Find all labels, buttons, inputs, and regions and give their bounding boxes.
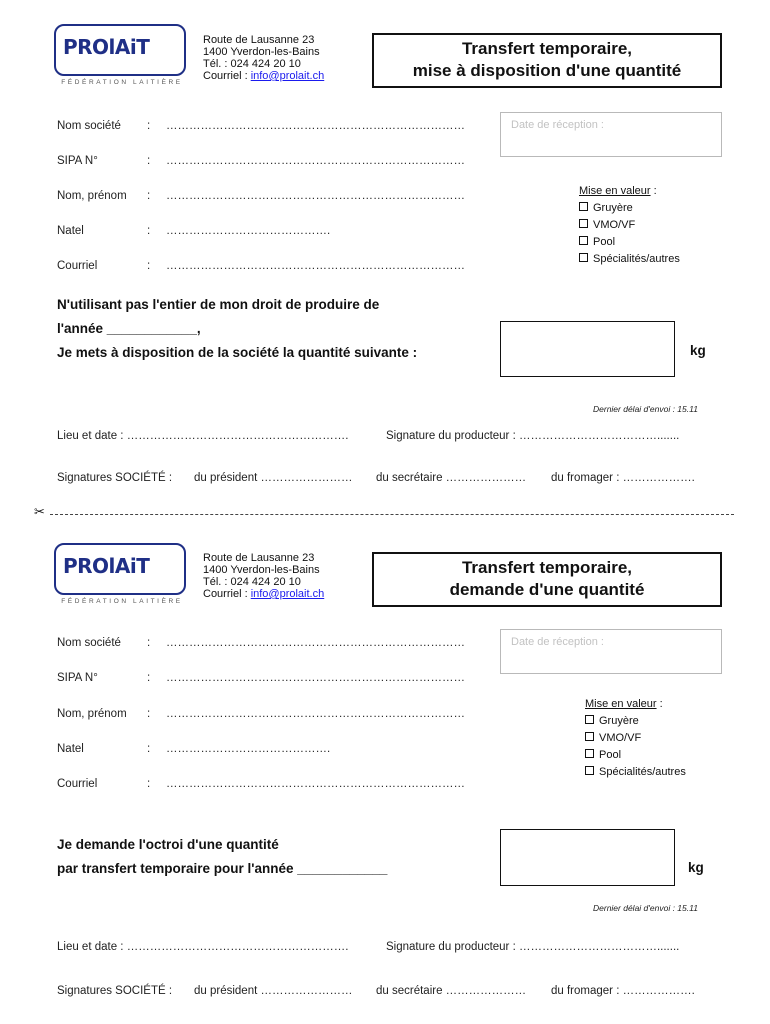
mise-en-valeur-heading bbox=[585, 696, 686, 713]
email-label: Courriel : bbox=[203, 588, 251, 600]
signatures-societe-label: Signatures SOCIÉTÉ : bbox=[57, 985, 173, 997]
lieu-date-field[interactable]: Lieu et date : …………………………………………………. bbox=[57, 430, 349, 442]
form-title-line1: Transfert temporaire, bbox=[461, 558, 633, 577]
mise-en-valeur-colon: : bbox=[650, 185, 657, 197]
nom-prenom-field[interactable]: …………………………………………………………………… bbox=[166, 190, 465, 202]
mise-en-valeur-heading bbox=[579, 183, 680, 200]
address-email-row bbox=[203, 70, 324, 82]
address-email-row bbox=[203, 588, 324, 600]
colon: : bbox=[147, 672, 151, 684]
cut-line bbox=[50, 514, 734, 515]
option-gruyere[interactable] bbox=[585, 713, 686, 730]
nom-societe-label: Nom société bbox=[57, 120, 121, 132]
courriel-label: Courriel bbox=[57, 778, 98, 790]
nom-societe-label: Nom société bbox=[57, 637, 121, 649]
quantity-input[interactable] bbox=[500, 829, 675, 886]
colon: : bbox=[147, 190, 151, 202]
nom-societe-field[interactable]: …………………………………………………………………… bbox=[166, 120, 465, 132]
secretaire-field[interactable]: du secrétaire ………………… bbox=[376, 472, 527, 484]
option-gruyere[interactable] bbox=[579, 200, 680, 217]
mise-en-valeur bbox=[579, 183, 680, 268]
colon: : bbox=[147, 708, 151, 720]
natel-label: Natel bbox=[57, 743, 84, 755]
email-link[interactable]: info@prolait.ch bbox=[250, 588, 325, 600]
fromager-field[interactable]: du fromager : ………………. bbox=[551, 472, 695, 484]
deadline-note: Dernier délai d'envoi : 15.11 bbox=[593, 404, 698, 414]
sipa-label: SIPA N° bbox=[57, 155, 98, 167]
intro-line3: Je mets à disposition de la société la quantité suivante : bbox=[57, 345, 418, 360]
date-reception-label: Date de réception : bbox=[511, 636, 604, 648]
option-specialites[interactable] bbox=[579, 251, 680, 268]
option-vmo-vf[interactable] bbox=[579, 217, 680, 234]
address-phone: Tél. : 024 424 20 10 bbox=[203, 58, 301, 70]
signature-producteur-field[interactable]: Signature du producteur : ………………………………....... bbox=[386, 941, 680, 953]
option-vmo-vf[interactable] bbox=[585, 730, 686, 747]
option-label: Pool bbox=[593, 236, 616, 248]
form-title bbox=[372, 552, 722, 607]
intro-text bbox=[57, 293, 417, 365]
intro-line2: par transfert temporaire pour l'année ____________ bbox=[57, 861, 388, 876]
form-title bbox=[372, 33, 722, 88]
date-reception-box[interactable] bbox=[500, 112, 722, 157]
secretaire-field[interactable]: du secrétaire ………………… bbox=[376, 985, 527, 997]
mise-en-valeur-colon: : bbox=[656, 698, 663, 710]
form-title-line2: demande d'une quantité bbox=[449, 580, 645, 599]
option-label: VMO/VF bbox=[593, 219, 636, 231]
quantity-input[interactable] bbox=[500, 321, 675, 377]
president-field[interactable]: du président …………………… bbox=[194, 985, 353, 997]
option-specialites[interactable] bbox=[585, 764, 686, 781]
fromager-field[interactable]: du fromager : ………………. bbox=[551, 985, 695, 997]
natel-field[interactable]: ……………………………………. bbox=[166, 225, 331, 237]
checkbox-icon[interactable] bbox=[579, 253, 588, 262]
address-block bbox=[203, 552, 324, 600]
mise-en-valeur-label: Mise en valeur bbox=[585, 698, 657, 710]
address-city: 1400 Yverdon-les-Bains bbox=[203, 564, 320, 576]
sipa-field[interactable]: …………………………………………………………………… bbox=[166, 672, 465, 684]
sipa-label: SIPA N° bbox=[57, 672, 98, 684]
colon: : bbox=[147, 778, 151, 790]
option-label: Gruyère bbox=[599, 715, 639, 727]
option-pool[interactable] bbox=[579, 234, 680, 251]
option-label: Spécialités/autres bbox=[593, 253, 680, 265]
checkbox-icon[interactable] bbox=[585, 766, 594, 775]
option-pool[interactable] bbox=[585, 747, 686, 764]
sipa-field[interactable]: …………………………………………………………………… bbox=[166, 155, 465, 167]
colon: : bbox=[147, 120, 151, 132]
signature-producteur-field[interactable]: Signature du producteur : ………………………………....... bbox=[386, 430, 680, 442]
intro-line2: l'année ____________, bbox=[57, 321, 201, 336]
date-reception-label: Date de réception : bbox=[511, 119, 604, 131]
address-street: Route de Lausanne 23 bbox=[203, 34, 315, 46]
logo-text: PROlAiT bbox=[63, 554, 150, 578]
lieu-date-field[interactable]: Lieu et date : …………………………………………………. bbox=[57, 941, 349, 953]
scissors-icon: ✂ bbox=[34, 505, 45, 520]
nom-prenom-label: Nom, prénom bbox=[57, 708, 127, 720]
option-label: VMO/VF bbox=[599, 732, 642, 744]
address-block bbox=[203, 34, 324, 82]
natel-label: Natel bbox=[57, 225, 84, 237]
intro-line1: N'utilisant pas l'entier de mon droit de produire de bbox=[57, 297, 380, 312]
mise-en-valeur-label: Mise en valeur bbox=[579, 185, 651, 197]
colon: : bbox=[147, 260, 151, 272]
address-street: Route de Lausanne 23 bbox=[203, 552, 315, 564]
checkbox-icon[interactable] bbox=[579, 219, 588, 228]
prolait-logo bbox=[54, 24, 186, 86]
nom-prenom-field[interactable]: …………………………………………………………………… bbox=[166, 708, 465, 720]
logo-subtitle: FÉDÉRATION LAITIÈRE bbox=[61, 598, 183, 605]
address-city: 1400 Yverdon-les-Bains bbox=[203, 46, 320, 58]
nom-prenom-label: Nom, prénom bbox=[57, 190, 127, 202]
checkbox-icon[interactable] bbox=[579, 236, 588, 245]
intro-text bbox=[57, 833, 387, 881]
checkbox-icon[interactable] bbox=[585, 715, 594, 724]
logo-text: PROlAiT bbox=[63, 35, 150, 59]
signatures-societe-label: Signatures SOCIÉTÉ : bbox=[57, 472, 173, 484]
logo-subtitle: FÉDÉRATION LAITIÈRE bbox=[61, 79, 183, 86]
colon: : bbox=[147, 155, 151, 167]
mise-en-valeur bbox=[585, 696, 686, 781]
courriel-field[interactable]: …………………………………………………………………… bbox=[166, 260, 465, 272]
deadline-note: Dernier délai d'envoi : 15.11 bbox=[593, 903, 698, 913]
form-title-line1: Transfert temporaire, bbox=[461, 39, 633, 58]
checkbox-icon[interactable] bbox=[579, 202, 588, 211]
colon: : bbox=[147, 743, 151, 755]
intro-line1: Je demande l'octroi d'une quantité bbox=[57, 837, 279, 852]
email-link[interactable]: info@prolait.ch bbox=[250, 70, 325, 82]
president-field[interactable]: du président …………………… bbox=[194, 472, 353, 484]
option-label: Gruyère bbox=[593, 202, 633, 214]
checkbox-icon[interactable] bbox=[585, 732, 594, 741]
courriel-label: Courriel bbox=[57, 260, 98, 272]
date-reception-box[interactable] bbox=[500, 629, 722, 674]
courriel-field[interactable]: …………………………………………………………………… bbox=[166, 778, 465, 790]
colon: : bbox=[147, 637, 151, 649]
natel-field[interactable]: ……………………………………. bbox=[166, 743, 331, 755]
colon: : bbox=[147, 225, 151, 237]
option-label: Pool bbox=[599, 749, 622, 761]
nom-societe-field[interactable]: …………………………………………………………………… bbox=[166, 637, 465, 649]
kg-unit: kg bbox=[688, 860, 704, 875]
option-label: Spécialités/autres bbox=[599, 766, 686, 778]
prolait-logo bbox=[54, 543, 186, 605]
checkbox-icon[interactable] bbox=[585, 749, 594, 758]
address-phone: Tél. : 024 424 20 10 bbox=[203, 576, 301, 588]
form-title-line2: mise à disposition d'une quantité bbox=[412, 61, 682, 80]
email-label: Courriel : bbox=[203, 70, 251, 82]
kg-unit: kg bbox=[690, 343, 706, 358]
